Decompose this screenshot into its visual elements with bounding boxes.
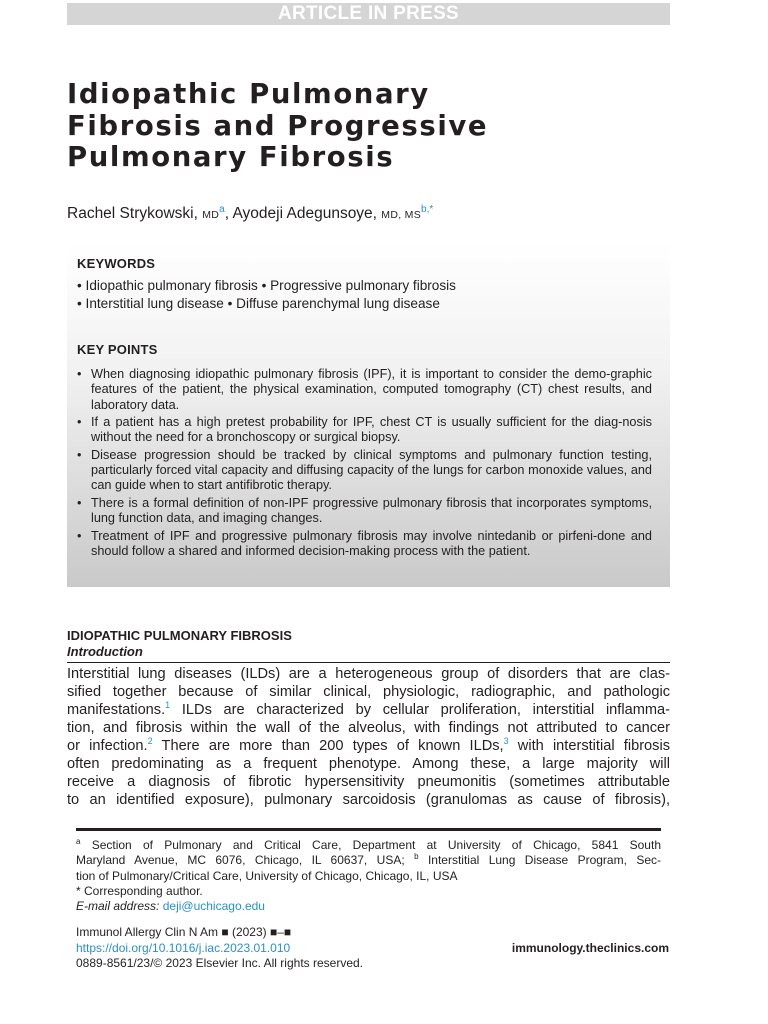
body-text-span: with interstitial fibrosis [508,738,671,754]
author-line [67,205,433,223]
citation-link[interactable]: 1 [165,700,171,710]
journal-citation: Immunol Allergy Clin N Am ■ (2023) ■–■ [76,925,292,939]
email-line [76,899,661,914]
title-line: Idiopathic Pulmonary [67,78,430,110]
title-line: Fibrosis and Progressive [67,109,489,142]
body-line: often predominating as a frequent phenotype. Among these, a large majority will [67,756,670,772]
subsection-heading: Introduction [67,644,143,659]
key-points-heading: KEY POINTS [77,342,158,357]
footnote-text: Interstitial Lung Disease Program, Sec- [418,853,661,868]
footnote-line [76,853,661,868]
article-in-press-banner: ARTICLE IN PRESS [67,3,670,25]
author-degree: MD [202,209,220,221]
page-footer [76,925,669,972]
keywords-keypoints-box [67,243,670,587]
keyword-line: • Idiopathic pulmonary fibrosis • Progressive pulmonary fibrosis [77,278,456,293]
key-point-item: • Disease progression should be tracked by clinical symptoms and pulmonary function testing, particularly forced vital capacity and diffusing capacity of the lungs for carbon monoxide values, and can guide when to start antifibrotic therapy. [77,448,652,494]
footnote-rule [76,828,661,831]
heading-rule [67,662,670,663]
key-point-item: • There is a formal definition of non-IPF progressive pulmonary fibrosis that incorporates symptoms, lung function data, and imaging changes. [77,496,652,527]
body-line [67,701,670,719]
body-line: tion, and fibrosis within the wall of the alveolus, with findings not attributed to cancer [67,720,670,736]
body-line: receive a diagnosis of fibrotic hypersensitivity pneumonitis (sometimes attributable [67,774,670,790]
email-label: E-mail address: [76,899,160,914]
footnote-line: tion of Pulmonary/Critical Care, University of Chicago, Chicago, IL, USA [76,868,458,883]
email-link[interactable]: deji@uchicago.edu [162,899,265,914]
key-point-item: • When diagnosing idiopathic pulmonary fibrosis (IPF), it is important to consider the demo-graphic features of the patient, the physical examination, computed tomography (CT) chest results, and laboratory data. [77,367,652,413]
body-text-span: There are more than 200 types of known ILDs, [152,738,504,754]
body-line [67,737,670,755]
title-line: Pulmonary Fibrosis [67,141,395,173]
article-title [67,79,667,174]
body-line: Interstitial lung diseases (ILDs) are a heterogeneous group of disorders that are clas- [67,666,670,682]
body-line: sified together because of similar clinical, physiologic, radiographic, and pathologic [67,684,670,700]
journal-site-link[interactable]: immunology.theclinics.com [511,940,669,955]
affiliation-footnotes [76,838,661,914]
section-heading: IDIOPATHIC PULMONARY FIBROSIS [67,628,292,643]
footnote-text: Section of Pulmonary and Critical Care, Department at University of Chicago, 5841 South [80,838,661,852]
key-point-item: • If a patient has a high pretest probability for IPF, chest CT is usually sufficient for the diag-nosis without the need for a bronchoscopy or surgical biopsy. [77,415,652,446]
affiliation-link[interactable]: b,* [421,204,434,215]
keyword-line: • Interstitial lung disease • Diffuse parenchymal lung disease [77,296,440,311]
footnote-marker: a [76,837,81,846]
key-points-list [77,367,652,562]
citation-link[interactable]: 3 [503,736,509,746]
author-degree: MD, MS [381,209,422,221]
author-name: Rachel Strykowski, [67,205,203,222]
body-paragraph [67,665,670,809]
author-name: , Ayodeji Adegunsoye, [224,205,382,222]
footnote-text: Maryland Avenue, MC 6076, Chicago, IL 60637, USA; [76,853,415,868]
keywords-heading: KEYWORDS [77,256,156,271]
body-line: to an identified exposure), pulmonary sarcoidosis (granulomas as cause of fibrosis), [67,792,670,808]
copyright-notice: 0889-8561/23/© 2023 Elsevier Inc. All rights reserved. [76,956,364,970]
doi-link[interactable]: https://doi.org/10.1016/j.iac.2023.01.010 [76,940,291,955]
key-point-item: • Treatment of IPF and progressive pulmonary fibrosis may involve nintedanib or pirfeni-done and should follow a shared and informed decision-making process with the patient. [77,529,652,560]
footnote-marker: b [414,852,419,862]
affiliation-link[interactable]: a [219,204,225,215]
citation-link[interactable]: 2 [147,736,153,746]
body-text-span: ILDs are characterized by cellular proliferation, interstitial inflamma- [170,702,670,718]
footnote-line [76,838,661,853]
body-text-span: or infection. [67,738,148,754]
body-text-span: manifestations. [67,702,166,718]
corresponding-author-note: * Corresponding author. [76,883,203,898]
